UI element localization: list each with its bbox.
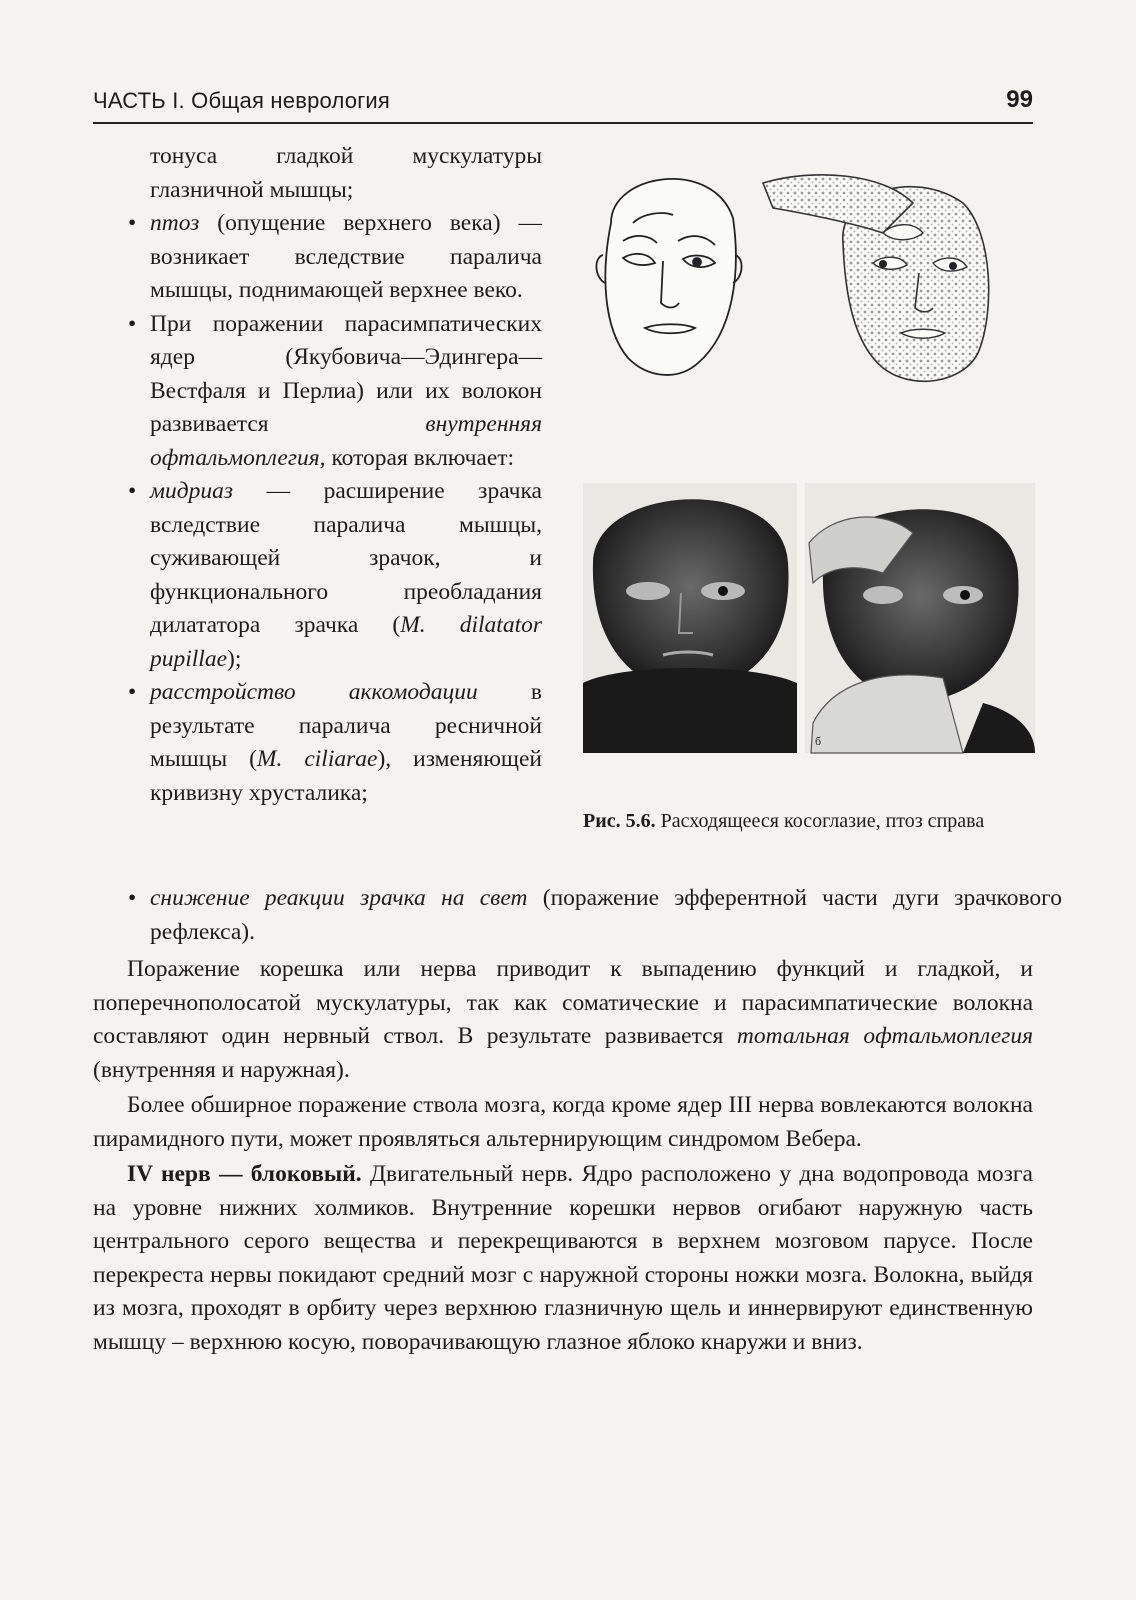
text-run: При поражении парасимпатических ядер (Якубовича—Эдингера—Вестфаля и Перлиа) или их волокон развивается bbox=[150, 310, 542, 437]
running-header bbox=[93, 86, 1033, 124]
continued-text bbox=[122, 140, 542, 207]
bold-term: IV нерв — блоковый. bbox=[127, 1161, 362, 1187]
text-run: Двигательный нерв. Ядро расположено у дна водопровода мозга на уровне нижних холмиков. Внутренние корешки нервов огибают наружную часть центрального серого вещества и перекрещиваются в верхнем мозговом парусе. После перекреста нервы покидают средний мозг с наружной стороны ножки мозга. Волокна, выйдя из мозга, проходят в орбиту через верхнюю глазничную щель и иннервируют единственную мышцу – верхнюю косую, поворачивающую глазное яблоко кнаружи и вниз. bbox=[93, 1161, 1033, 1355]
italic-term: птоз bbox=[150, 210, 200, 236]
drawing-face-b bbox=[763, 175, 989, 381]
caption-text: Расходящееся косоглазие, птоз справа bbox=[655, 810, 985, 832]
italic-term: M. dilatator pupillae bbox=[150, 612, 542, 672]
figure-5-6 bbox=[583, 163, 1035, 763]
bullet-item bbox=[122, 308, 542, 476]
caption-label: Рис. 5.6. bbox=[583, 810, 656, 832]
italic-term: снижение реакции зрачка на свет bbox=[150, 885, 528, 911]
figure-illustration bbox=[583, 163, 1035, 763]
text-run: — расширение зрачка вследствие паралича мышцы, суживающей зрачок, и функционального преобладания дилататора зрачка ( bbox=[150, 478, 542, 638]
photo-patient-b bbox=[805, 483, 1035, 753]
text-run: (внутренняя и наружная). bbox=[93, 1056, 350, 1083]
body-paragraphs bbox=[93, 953, 1033, 1359]
text-run: ); bbox=[227, 645, 242, 672]
left-column-text bbox=[122, 140, 542, 810]
text-run: ), изменяющей кривизну хрусталика; bbox=[150, 746, 542, 806]
body-paragraph bbox=[93, 953, 1033, 1087]
text-run: тонуса гладкой мускулатуры глазничной мышцы; bbox=[150, 143, 542, 203]
italic-term: внутренняя офтальмоплегия, bbox=[150, 411, 542, 471]
italic-term: мидриаз bbox=[150, 478, 234, 504]
bullet-marker: • bbox=[128, 210, 137, 236]
italic-term: тотальная офтальмоплегия bbox=[736, 1023, 1033, 1049]
body-paragraph bbox=[93, 1089, 1033, 1156]
bullet-item bbox=[122, 676, 542, 810]
italic-term: расстройство аккомодации bbox=[150, 679, 478, 705]
bullet-marker: • bbox=[128, 885, 137, 911]
bullet-marker: • bbox=[128, 679, 137, 705]
photo-patient-a bbox=[583, 483, 797, 753]
page-number: 99 bbox=[1006, 86, 1033, 113]
text-run: которая включает: bbox=[325, 444, 515, 471]
figure-caption bbox=[583, 806, 1035, 836]
text-run: Поражение корешка или нерва приводит к выпадению функций и гладкой, и поперечнополосатой мускулатуры, так как соматические и парасимпатические волокна составляют один нервный ствол. В результате развивается bbox=[93, 956, 1033, 1049]
bullet-marker: • bbox=[128, 310, 137, 337]
running-title: ЧАСТЬ I. Общая неврология bbox=[93, 88, 391, 113]
text-run: в результате паралича ресничной мышцы ( bbox=[150, 679, 542, 772]
text-run: (поражение эфферентной части дуги зрачкового рефлекса). bbox=[150, 885, 1062, 945]
bullet-item bbox=[122, 207, 542, 308]
bullet-item bbox=[122, 475, 542, 676]
bullet-marker: • bbox=[128, 478, 137, 504]
drawing-face-a bbox=[596, 179, 741, 375]
text-run: Более обширное поражение ствола мозга, когда кроме ядер III нерва вовлекаются волокна пирамидного пути, может проявляться альтернирующим синдромом Вебера. bbox=[93, 1092, 1033, 1152]
text-run: (опущение верхнего века) — возникает вследствие паралича мышцы, поднимающей верхнее веко. bbox=[150, 210, 542, 303]
bullet-item-full-width bbox=[122, 882, 1062, 949]
panel-letter: б bbox=[815, 734, 822, 748]
body-paragraph bbox=[93, 1158, 1033, 1359]
italic-term: M. ciliarae bbox=[256, 746, 378, 772]
